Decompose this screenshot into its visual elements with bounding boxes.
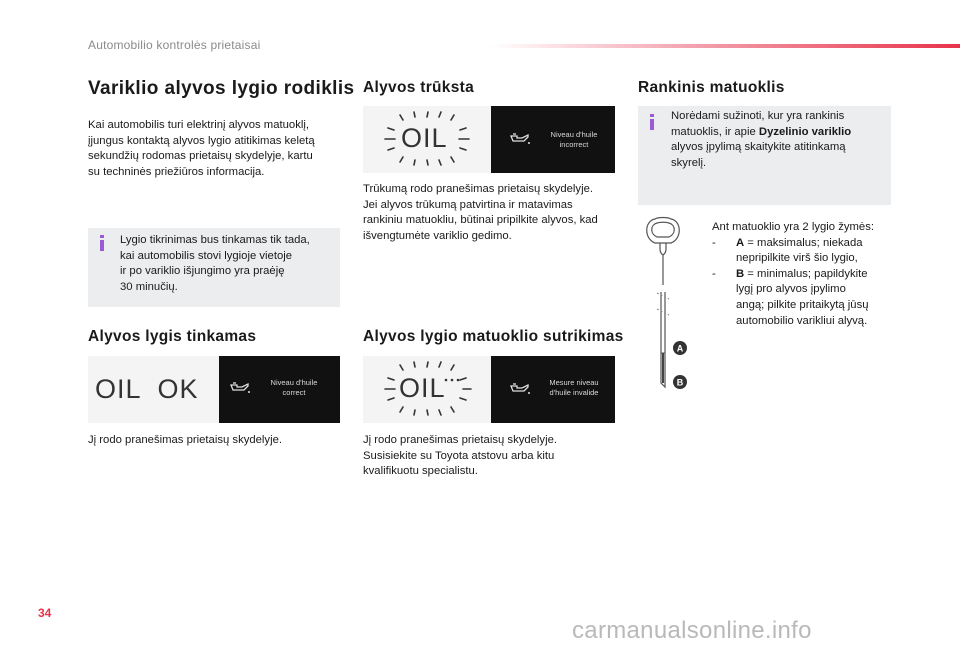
list-dash: - [712,267,716,280]
info-text [671,109,886,171]
display-oil-fault [363,356,615,423]
header-accent-bar [490,44,960,48]
page-header-title: Automobilio kontrolės prietaisai [88,38,261,52]
display-message-line: Niveau d'huile [550,130,598,139]
caption-line: rankiniu matuokliu, būtinai pripilkite alyvos, kad [363,214,598,227]
display-message-line: incorrect [559,140,589,149]
list-dash: - [712,236,716,249]
oil-text: OIL [401,123,448,153]
display-message [539,130,609,150]
dipstick-label-a: A [676,343,684,354]
info-line: Lygio tikrinimas bus tinkamas tik tada, [120,234,310,246]
info-icon [100,235,104,251]
info-line: kai automobilis stovi lygioje vietoje [120,249,293,262]
diesel-engine-ref: Dyzelinio variklio [758,125,852,138]
caption-oil-ok: Jį rodo pranešimas prietaisų skydelyje. [88,434,283,446]
page-number: 34 [38,606,52,620]
intro-paragraph [88,118,338,180]
info-box-dipstick [638,106,891,205]
section-title-gauge-fault: Alyvos lygio matuoklio sutrikimas [363,328,624,345]
display-oil-ok [88,356,340,423]
section-title-manual-dipstick: Rankinis matuoklis [638,79,785,96]
caption-line: Jei alyvos trūkumą patvirtina ir matavimas [363,198,573,211]
display-oil-low [363,106,615,173]
mark-a-desc: = maksimalus; niekada [744,236,863,249]
mark-b-desc: angą; pilkite pritaikytą jūsų [736,298,869,311]
info-line: ir po variklio išjungimo yra praėję [120,265,285,278]
mark-a-item [712,236,897,267]
info-line [671,125,886,141]
mark-b-text [736,267,869,329]
caption-oil-low [363,182,618,244]
info-line: Norėdami sužinoti, kur yra rankinis [671,110,845,122]
oil-can-icon [509,132,531,146]
oil-ok-text: OIL OK [95,374,199,404]
section-title-oil-low: Alyvos trūksta [363,79,475,96]
display-message-line: correct [282,388,306,397]
info-line: alyvos įpylimą skaitykite atitinkamą [671,141,846,154]
info-box-level-check [88,228,340,307]
mark-a-desc: nepripilkite virš šio lygio, [736,252,858,265]
mark-b-desc: lygį pro alyvos įpylimo [736,283,846,296]
dipstick-label-b: B [676,377,684,388]
marks-intro: Ant matuoklio yra 2 lygio žymės: [712,221,874,233]
info-line: skyrelį. [671,156,707,169]
display-message-area [219,356,340,423]
display-message-line: Niveau d'huile [270,378,318,387]
display-message [259,378,329,398]
intro-line: Kai automobilis turi elektrinį alyvos matuoklį, [88,119,310,131]
display-message-area [491,106,615,173]
section-title-oil-level-ok: Alyvos lygis tinkamas [88,328,257,345]
dipstick-illustration [640,215,700,395]
info-line: 30 minučių. [120,280,178,293]
oil-text: OIL [399,373,446,403]
caption-line: Trūkumą rodo pranešimas prietaisų skydelyje. [363,183,594,195]
mark-b-letter: B [736,267,745,280]
display-message-area [491,356,615,423]
caption-line: išvengtumėte variklio gedimo. [363,229,512,242]
info-text [120,233,335,295]
caption-line: kvalifikuotu specialistu. [363,465,478,478]
mark-a-text [736,236,863,267]
display-message-line: Mesure niveau [549,378,599,387]
mark-b-item [712,267,897,329]
caption-gauge-fault [363,433,618,480]
display-symbol-area [88,356,219,423]
watermark: carmanualsonline.info [572,617,812,644]
info-icon [650,114,654,130]
oil-can-icon [509,382,531,396]
mark-a-letter: A [736,236,745,249]
mark-b-desc: automobilio varikliui alyvą. [736,314,868,327]
display-symbol-area [363,106,491,173]
caption-line: Susisiekite su Toyota atstovu arba kitu [363,449,555,462]
section-title-oil-level-indicator: Variklio alyvos lygio rodiklis [88,78,355,99]
intro-line: sekundžių rodomas prietaisų skydelyje, kartu [88,150,313,163]
caption-line: Jį rodo pranešimas prietaisų skydelyje. [363,434,558,446]
dipstick-marks-text [712,220,897,329]
mark-b-desc: = minimalus; papildykite [744,267,868,280]
oil-can-icon [229,381,251,395]
intro-line: įjungus kontaktą alyvos lygio atitikimas keletą [88,134,315,147]
display-message-line: d'huile invalide [549,388,599,397]
display-message [539,378,609,398]
display-symbol-area [363,356,491,423]
info-text-plain: matuoklis, ir apie [671,125,759,138]
intro-line: su techninės priežiūros informacija. [88,165,265,178]
